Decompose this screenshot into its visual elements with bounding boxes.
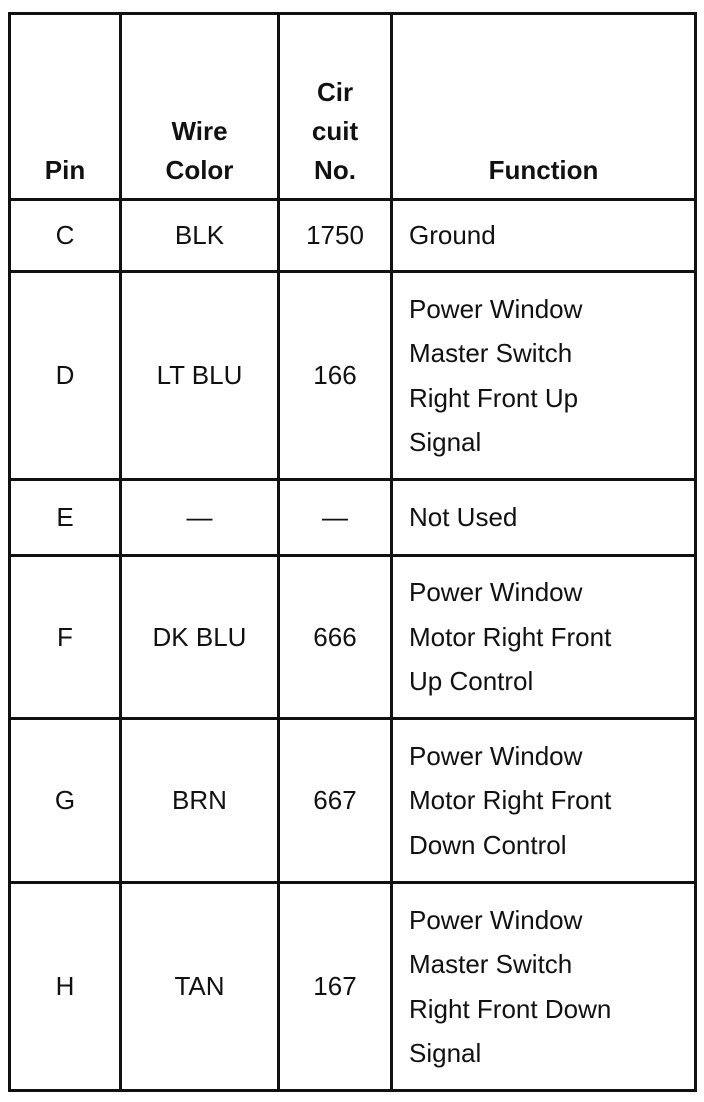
table-row bbox=[10, 719, 696, 883]
wire-color-cell: LT BLU bbox=[121, 272, 279, 480]
circuit-number-header: Cir cuit No. bbox=[279, 14, 392, 200]
function-header: Function bbox=[392, 14, 696, 200]
table-row bbox=[10, 883, 696, 1091]
circuit-cell: 1750 bbox=[279, 200, 392, 272]
function-cell: Power Window Motor Right Front Down Control bbox=[392, 719, 696, 883]
pin-header: Pin bbox=[10, 14, 121, 200]
pin-cell: F bbox=[10, 556, 121, 719]
pin-cell: E bbox=[10, 480, 121, 556]
function-cell: Power Window Motor Right Front Up Control bbox=[392, 556, 696, 719]
circuit-cell: 166 bbox=[279, 272, 392, 480]
circuit-cell: 667 bbox=[279, 719, 392, 883]
circuit-cell: 167 bbox=[279, 883, 392, 1091]
wire-color-cell: DK BLU bbox=[121, 556, 279, 719]
wire-color-header: Wire Color bbox=[121, 14, 279, 200]
wire-color-cell: — bbox=[121, 480, 279, 556]
pin-cell: G bbox=[10, 719, 121, 883]
pin-cell: H bbox=[10, 883, 121, 1091]
table-row bbox=[10, 200, 696, 272]
pin-cell: C bbox=[10, 200, 121, 272]
function-cell: Ground bbox=[392, 200, 696, 272]
pin-cell: D bbox=[10, 272, 121, 480]
connector-pin-table bbox=[8, 12, 697, 1092]
table-row bbox=[10, 272, 696, 480]
header-row bbox=[10, 14, 696, 200]
circuit-cell: 666 bbox=[279, 556, 392, 719]
circuit-cell: — bbox=[279, 480, 392, 556]
function-cell: Not Used bbox=[392, 480, 696, 556]
wire-color-cell: BLK bbox=[121, 200, 279, 272]
table-row bbox=[10, 480, 696, 556]
table-row bbox=[10, 556, 696, 719]
wire-color-cell: BRN bbox=[121, 719, 279, 883]
function-cell: Power Window Master Switch Right Front Down Signal bbox=[392, 883, 696, 1091]
function-cell: Power Window Master Switch Right Front Up Signal bbox=[392, 272, 696, 480]
wire-color-cell: TAN bbox=[121, 883, 279, 1091]
